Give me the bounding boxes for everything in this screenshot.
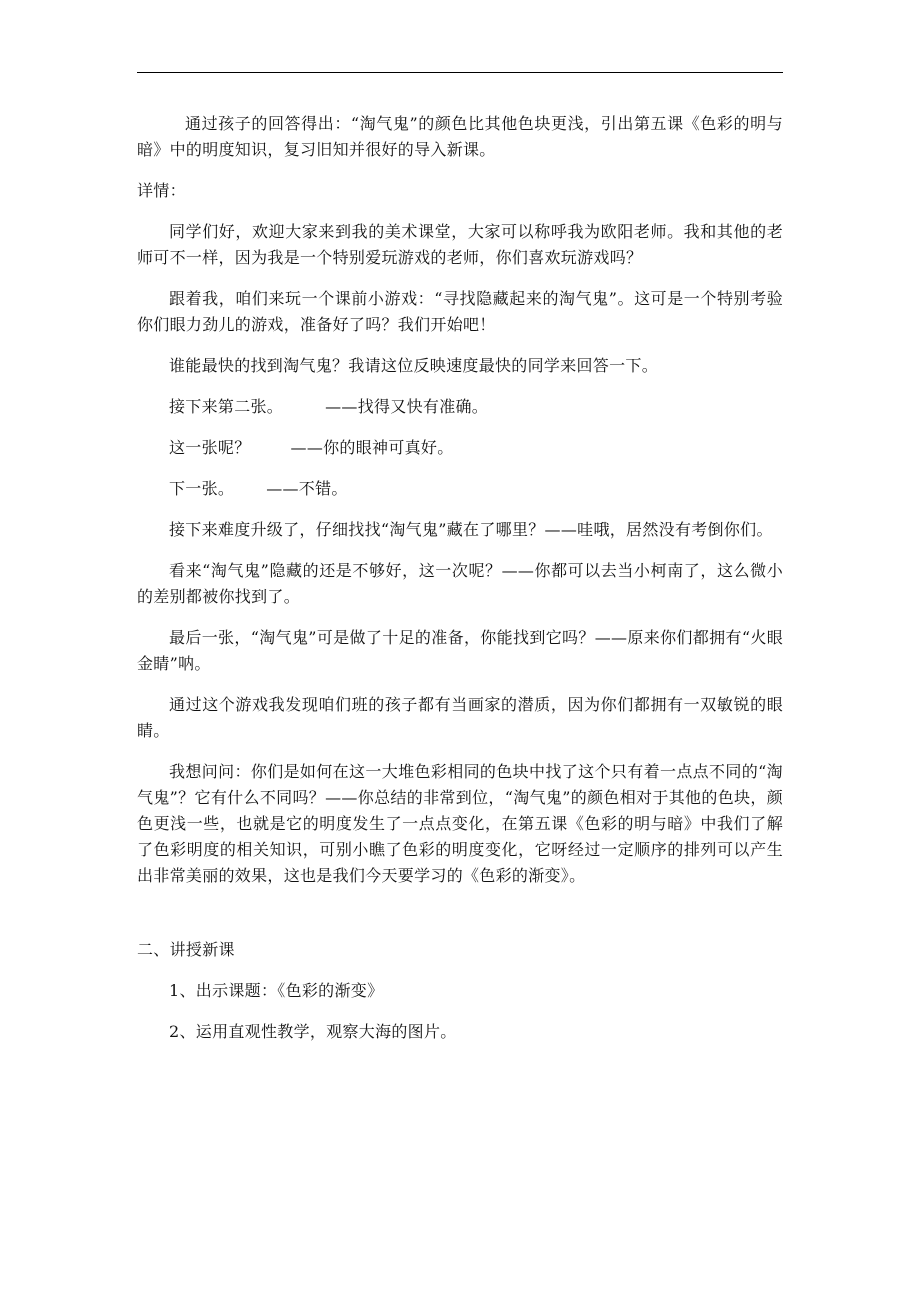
paragraph-artist: 通过这个游戏我发现咱们班的孩子都有当画家的潜质，因为你们都拥有一双敏锐的眼睛。 — [137, 695, 783, 740]
paragraph-greeting: 同学们好，欢迎大家来到我的美术课堂，大家可以称呼我为欧阳老师。我和其他的老师可不一样，因为我是一个特别爱玩游戏的老师，你们喜欢玩游戏吗？ — [137, 222, 783, 267]
dialog-line — [137, 394, 783, 420]
intro-paragraph: 通过孩子的回答得出：“淘气鬼”的颜色比其他色块更浅，引出第五课《色彩的明与暗》中的明度知识，复习旧知并很好的导入新课。 — [137, 114, 783, 159]
paragraph-first-question: 谁能最快的找到淘气鬼？我请这位反映速度最快的同学来回答一下。 — [169, 356, 659, 375]
paragraph-summary: 我想问问：你们是如何在这一大堆色彩相同的色块中找了这个只有着一点点不同的“淘气鬼”？它有什么不同吗？——你总结的非常到位，“淘气鬼”的颜色相对于其他的色块，颜色更浅一些，也就是它的明度发生了一点点变化，在第五课《色彩的明与暗》中我们了解了色彩明度的相关知识，可别小瞧了色彩的明度变化，它呀经过一定顺序的排列可以产生出非常美丽的效果，这也是我们今天要学习的《色彩的渐变》。 — [137, 762, 783, 885]
dialog-response: ——你的眼神可真好。 — [290, 438, 454, 457]
dialog-line — [137, 435, 783, 461]
document-body — [137, 111, 783, 1060]
paragraph-last-one: 最后一张，“淘气鬼”可是做了十足的准备，你能找到它吗？——原来你们都拥有“火眼金睛”呐。 — [137, 628, 783, 673]
step-item: 2、运用直观性教学，观察大海的图片。 — [169, 1022, 457, 1041]
dialog-response: ——找得又快有准确。 — [325, 397, 489, 416]
dialog-prompt: 这一张呢？ — [169, 438, 251, 457]
paragraph-game-intro: 跟着我，咱们来玩一个课前小游戏：“寻找隐藏起来的淘气鬼”。这可是一个特别考验你们眼力劲儿的游戏，准备好了吗？我们开始吧！ — [137, 289, 783, 334]
step-item: 1、出示课题：《色彩的渐变》 — [169, 981, 384, 1000]
details-label: 详情： — [137, 181, 186, 200]
section-heading: 二、讲授新课 — [137, 940, 235, 959]
section-gap — [137, 904, 783, 937]
paragraph-conan: 看来“淘气鬼”隐藏的还是不够好，这一次呢？——你都可以去当小柯南了，这么微小的差别都被你找到了。 — [137, 561, 783, 606]
dialog-prompt: 下一张。 — [169, 479, 235, 498]
dialog-line — [137, 476, 783, 502]
paragraph-difficulty: 接下来难度升级了，仔细找找“淘气鬼”藏在了哪里？——哇哦，居然没有考倒你们。 — [169, 520, 773, 539]
dialog-prompt: 接下来第二张。 — [169, 397, 284, 416]
header-rule — [137, 72, 783, 73]
dialog-response: ——不错。 — [266, 479, 348, 498]
